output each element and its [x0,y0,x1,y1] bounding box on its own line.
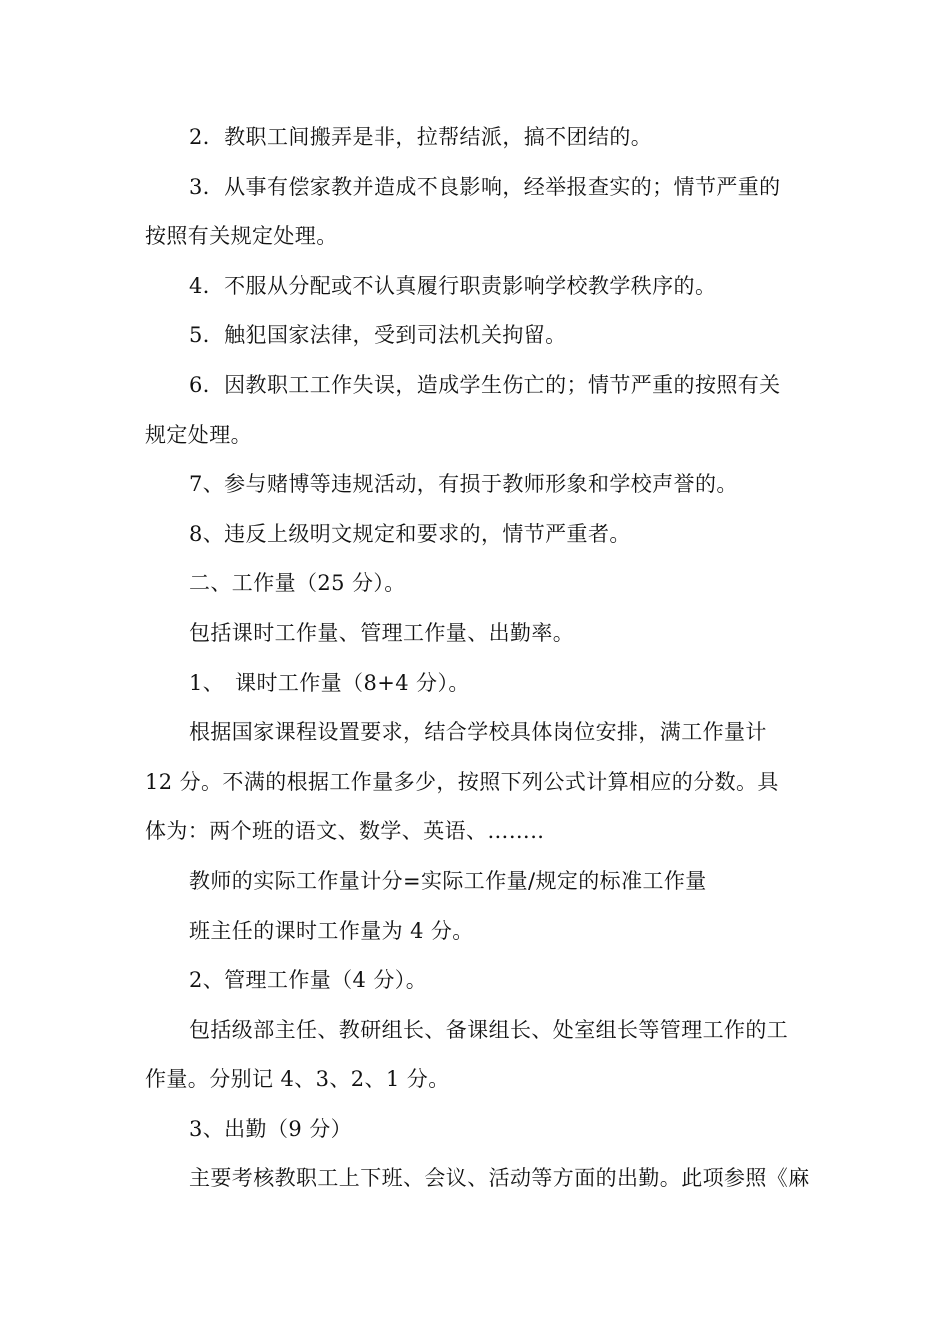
paragraph-item-6: 6．因教职工工作失误，造成学生伤亡的；情节严重的按照有关 [189,372,781,397]
attendance-rule: 主要考核教职工上下班、会议、活动等方面的出勤。此项参照《麻 [189,1166,810,1191]
section-heading-workload: 二、工作量（25 分）。 [189,571,406,596]
document-body [145,113,809,1204]
paragraph-item-3: 3．从事有偿家教并造成不良影响，经举报查实的；情节严重的 [189,174,781,199]
class-hours-rule-continuation-1: 12 分。不满的根据工作量多少，按照下列公式计算相应的分数。具 [145,769,779,794]
paragraph-item-6-continuation: 规定处理。 [145,422,252,447]
subheading-attendance: 3、出勤（9 分） [189,1116,352,1141]
paragraph-item-7: 7、参与赌博等违规活动，有损于教师形象和学校声誉的。 [189,472,738,497]
class-hours-rule-continuation-2: 体为：两个班的语文、数学、英语、…….. [145,819,545,844]
paragraph-item-8: 8、违反上级明文规定和要求的，情节严重者。 [189,521,631,546]
class-hours-rule: 根据国家课程设置要求，结合学校具体岗位安排，满工作量计 [189,720,767,745]
management-workload-rule: 包括级部主任、教研组长、备课组长、处室组长等管理工作的工 [189,1017,789,1042]
workload-formula: 教师的实际工作量计分=实际工作量/规定的标准工作量 [189,868,707,893]
head-teacher-workload: 班主任的课时工作量为 4 分。 [189,918,474,943]
paragraph-item-3-continuation: 按照有关规定处理。 [145,224,338,249]
subheading-class-hours: 1、 课时工作量（8+4 分）。 [189,670,470,695]
paragraph-item-2: 2．教职工间搬弄是非，拉帮结派，搞不团结的。 [189,125,653,149]
management-workload-rule-continuation: 作量。分别记 4、3、2、1 分。 [145,1067,450,1092]
paragraph-item-4: 4．不服从分配或不认真履行职责影响学校教学秩序的。 [189,273,717,298]
paragraph-item-5: 5．触犯国家法律，受到司法机关拘留。 [189,323,567,348]
subheading-management-workload: 2、管理工作量（4 分）。 [189,968,428,993]
workload-summary: 包括课时工作量、管理工作量、出勤率。 [189,620,575,645]
